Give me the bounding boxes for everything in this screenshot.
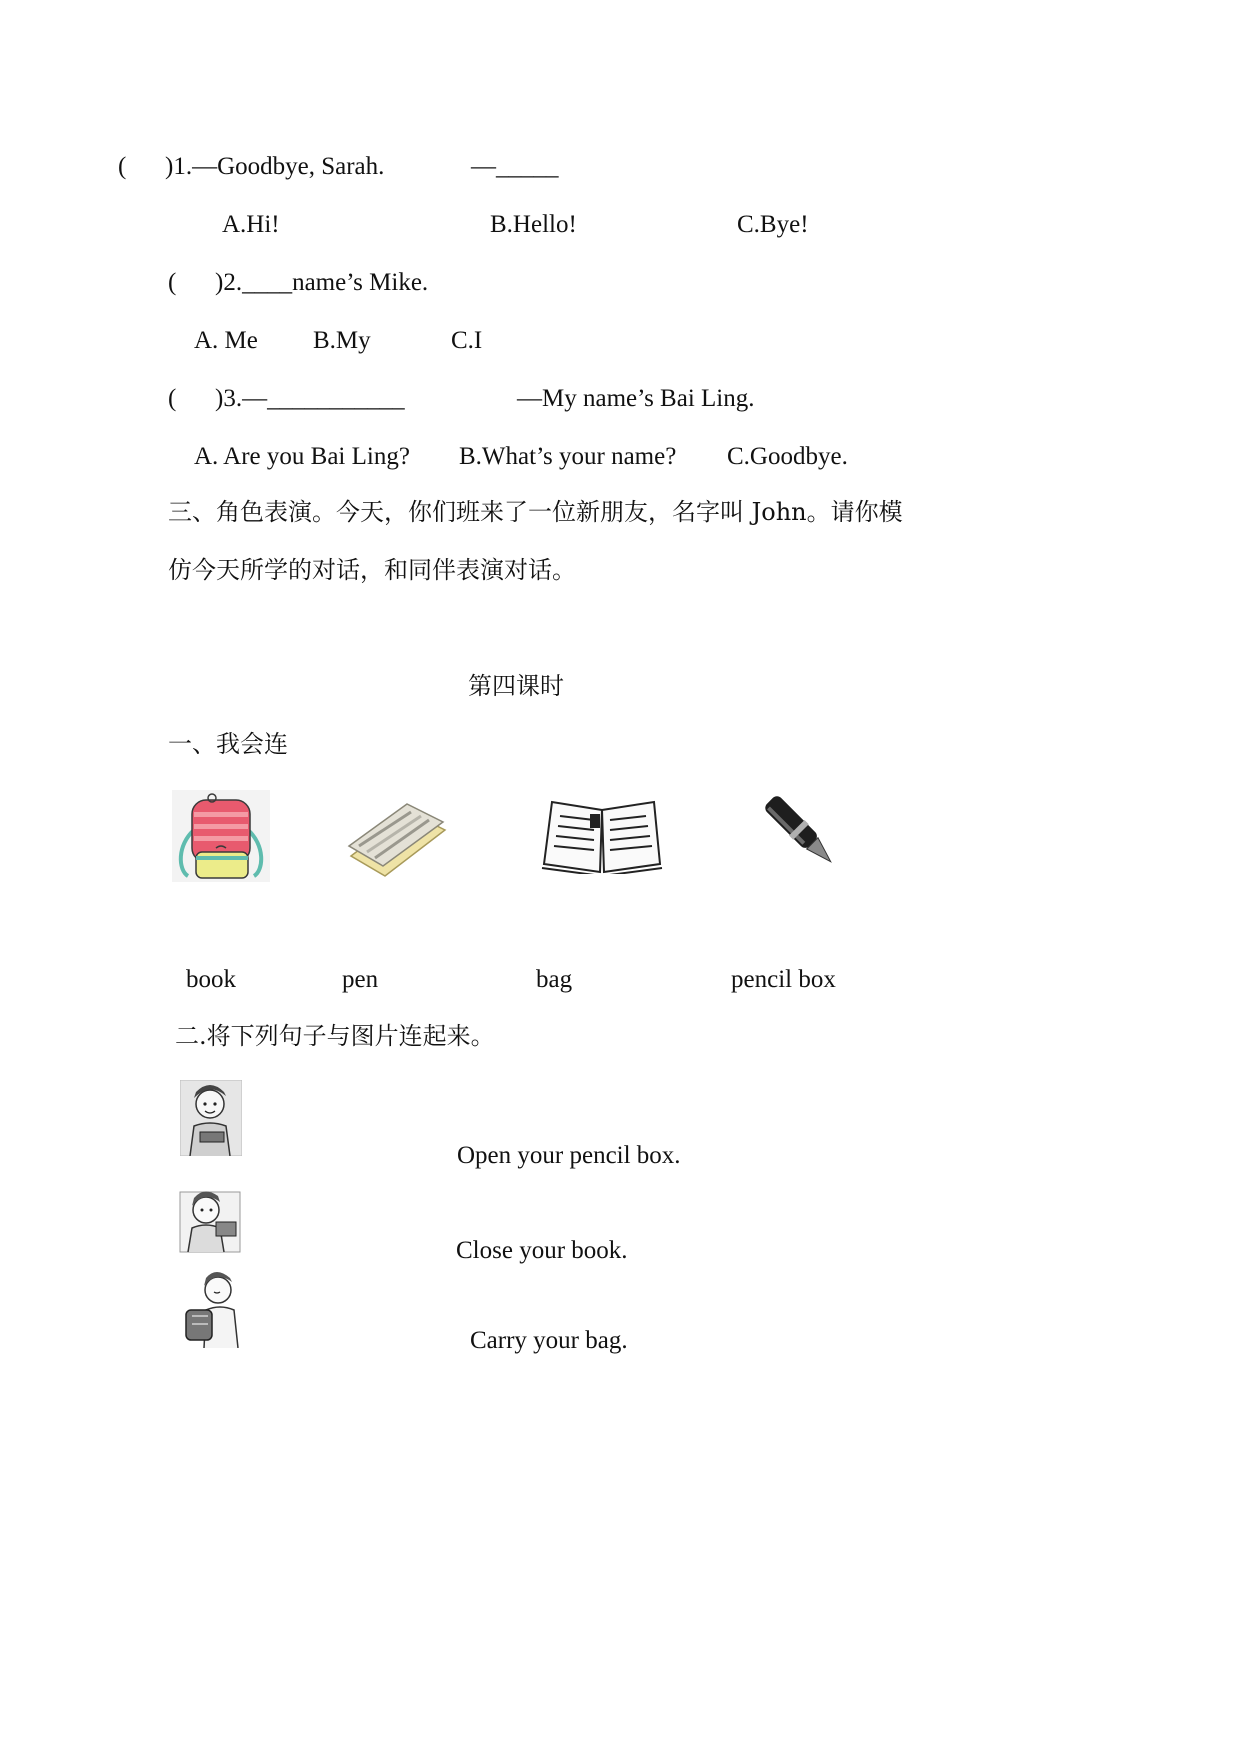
lesson-title: 第四课时 (468, 672, 564, 700)
sentence-close-book: Close your book. (456, 1237, 628, 1264)
q1-paren: ( (118, 153, 127, 180)
bag-picture (172, 790, 270, 882)
q1-option-a: A.Hi! (222, 211, 280, 238)
q2-option-b: B.My (313, 327, 371, 354)
word-pencil-box: pencil box (731, 966, 836, 993)
q3-option-b: B.What’s your name? (459, 443, 677, 470)
book-picture (540, 796, 664, 874)
q3-reply: —My name’s Bai Ling. (517, 385, 755, 412)
boy-book-picture (178, 1184, 242, 1254)
boy-pencil-box-picture (180, 1080, 242, 1156)
q3-option-a: A. Are you Bai Ling? (194, 443, 410, 470)
q1-answer-blank: —_____ (471, 153, 559, 180)
section3-line1: 三、角色表演。今天，你们班来了一位新朋友，名字叫 John。请你模 (168, 498, 903, 526)
pencil-box-picture (345, 800, 447, 880)
q2-stem: )2.____name’s Mike. (215, 269, 429, 296)
word-book: book (186, 966, 236, 993)
q1-option-b: B.Hello! (490, 211, 577, 238)
sentence-carry-bag: Carry your bag. (470, 1327, 628, 1354)
q2-option-a: A. Me (194, 327, 258, 354)
q3-paren: ( (168, 385, 177, 412)
q3-stem: )3.—___________ (215, 385, 405, 412)
q1-stem: )1.—Goodbye, Sarah. (165, 153, 385, 180)
boy-bag-picture (182, 1270, 242, 1348)
part1-heading: 一、我会连 (168, 730, 288, 758)
section3-line2: 仿今天所学的对话，和同伴表演对话。 (168, 556, 576, 584)
word-bag: bag (536, 966, 573, 993)
q2-option-c: C.I (451, 327, 483, 354)
part2-heading: 二.将下列句子与图片连起来。 (175, 1022, 495, 1050)
q3-option-c: C.Goodbye. (727, 443, 848, 470)
sentence-open-pencil-box: Open your pencil box. (457, 1142, 681, 1169)
word-pen: pen (342, 966, 379, 993)
q2-paren: ( (168, 269, 177, 296)
pen-picture (755, 788, 847, 876)
q1-option-c: C.Bye! (737, 211, 809, 238)
